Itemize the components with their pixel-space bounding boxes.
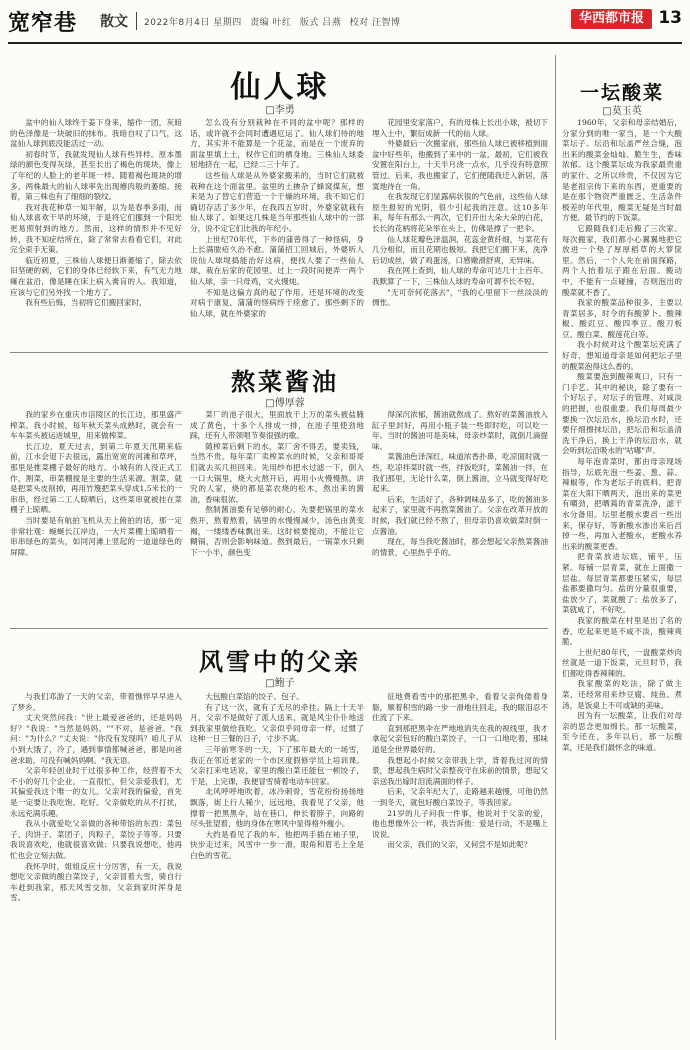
layout-credit: 版式 吕燕 (299, 18, 342, 28)
page-number: 13 (658, 8, 682, 28)
paragraph: 父亲年轻创业时干过很多种工作，经营着不大不小的好几个企业，一直很忙，但父亲爱我们，尤其偏爱我这个唯一的女儿。父亲对我的偏爱，首先是一定要让我吃饱、吃好。父亲做吃的从不打扰，永远充满乐趣。 (10, 766, 182, 818)
paragraph: 我有些后悔，当初将它们搬回家时， (25, 298, 147, 308)
article-column (10, 692, 182, 1038)
article-column (372, 118, 548, 348)
paragraph: 把青菜放进坛底，铺平，压紧。每铺一层青菜，就在上面撒一层盐。每层青菜都要压紧实，每层盐都要撒均匀。盐的分量很重要，盐放少了，菜就酸了；盐放多了，菜就咸了，不好吃。 (562, 552, 682, 615)
section-rule (10, 628, 548, 629)
article-title-father: 风雪中的父亲 (199, 647, 361, 676)
section-name: 散文 (100, 14, 128, 30)
paragraph: 我小时候对这个酸菜坛充满了好奇，想知道母亲是如何把坛子里的酸菜泡得这么香的。 (562, 340, 682, 371)
paragraph: 每年泡青菜时，都由母亲现场指导，坛底先泡一些姜、葱、蒜、辣椒等，作为老坛子的底料。把青菜在大阳下晒两天，泡出来的菜更有嚼劲，把晒蔫的青菜洗净，滤干水分备用。坛里老酸水要舀一些出来，保存好，等新酸水渗出来后舀掉一些，再加入老酸水，老酸水养出来的酸菜更香。 (562, 457, 682, 551)
paragraph: 它跟随我们走后搬了三次家。每次搬家，我们都小心翼翼地把它放进一个垫了厚厚稻草的大箩筐里。然后，一个人先在前面探路，两个人抬着坛子跟在后面。搬动中，不能有一点碰撞，否则泡出的酸菜就不香了。 (562, 223, 682, 297)
paragraph: 因为有一坛酸菜，让我们对母亲的思念更加绵长。那一坛酸菜，至今还在，多年以后，那一坛酸菜，还是我们最怀念的味道。 (562, 711, 682, 753)
paragraph: 不知是这偏方真的起了作用，还是环境的改变对病于康复，蒲蒲的怪病终于痊愈了。那些剩下的仙人球，就在外婆家的 (190, 287, 364, 318)
byline-soysauce: □傅厚蓉 (265, 398, 305, 409)
byline-father: □鲍子 (265, 678, 295, 689)
paragraph: 有了这一次，就有了无尽的牵挂。隔上十天半月，父亲不是做好了派人送来，就是风尘仆仆地送到我家里做给我吃。父亲似乎同母亲一样，过惯了这种一日三餐的日子，寸步不离。 (190, 702, 364, 744)
byline-pickle: □莫玉英 (602, 106, 642, 117)
paragraph: 我对我花种草一知半解，以为是春季多雨，而仙人球喜欢干旱的环境，于是将它们挪到一个阳光更易照射到的地方。然而，这样的情形并不见好转，我不知症结所在，除了常常去看看它们，对此完全束手无策。 (10, 202, 182, 255)
article-title-pickle: 一坛酸菜 (579, 82, 664, 104)
paragraph: 长江边，夏天过去，到第二年夏天汛期来临前，江水会退下去很远，露出宽宽的河滩和草坪，那里是推菜棚子最好的地方。小城有的人没正式工作，割菜，串菜棚搅是主要的生活来源。割菜，就是把菜头皮削掉，再用竹篾把菜头穿成1.5米长的一串串，经过第二工人晾晒后，这些菜串就被挂在菜棚子上晾晒。 (10, 441, 182, 515)
paragraph: 仙人球花瓣色泽温润，花蕊金黄纤细，与菜花有几分相似，而且花期也极短。我把它们搬下来，洗净后切成丝，做了鸡蛋汤，口感嫩滑舒爽，无异味。 (372, 234, 548, 265)
paragraph: 我家的酸菜品种很多，主要以青菜居多，时令的有酸萝卜、酸辣椒、酸豇豆、酸四季豆、酸刀板豆、酸白菜、酸莲花白等。 (562, 298, 682, 339)
paragraph: 花园里安家落户，有的母株上长出小球，被切下埋入土中，繁衍成新一代的仙人球。 (372, 118, 548, 138)
article-title-cactus: 仙人球 (230, 70, 330, 105)
article-column (372, 692, 548, 1038)
paragraph: 我的家乡在重庆市涪陵区的长江边，那里盛产榨菜。我小时候，每年秋天菜头成熟时，就会有一车车菜头被运进城里，用来做榨菜。 (10, 410, 182, 441)
paragraph: 菜厂的池子很大，里面放干上万的菜头被盐腌成了黄色，十多个人排成一排，在池子里使劲地踩，还有人带领唱节奏很强的歌。 (190, 410, 364, 441)
byline-cactus: □李勇 (265, 105, 295, 116)
article-column (10, 410, 182, 622)
paragraph: 直到那把黑伞在严地地消失在我的视线里，我才拿起父亲包好的酸白菜饺子，一口一口地吃着，那味道是全世界最好的。 (372, 723, 548, 754)
paragraph: 随榨菜后剩下的水，菜厂舍不得丢，要卖钱，当然不贵。每年菜厂卖榨菜水的时候，父亲和哥哥们就去买几担回来。先用纱布把水过滤一下，倒入一口大锅里，烧大火熬开后，再用小火慢慢熬。讲究的人家，烧的都是菜农烧的松木，熬出来的酱油，香味很浓。 (190, 441, 364, 504)
article-column (190, 118, 364, 348)
paragraph: 酸菜要泡到酸辣爽口，只有一门手艺。其中的秘诀，除了要有一个好坛子，对坛子的管理、对咸淡的把握，也很重要。我们每周最少要换一次坛沿水，换坛沿水时，还要仔细擦抹坛沿，把坛沿和坛盖清洗干净后，换上干净的坛沿水，就会听到坛沿吸水的"咕嘟"声。 (562, 372, 682, 456)
paragraph: 我从小就爱吃父亲做的各种带馅的东西：菜包子、肉饼子、菜团子，肉粽子，菜饺子等等。只要我说喜欢吃，他就很喜欢做；只要我说想吃，他再忙也会立刻去做。 (10, 819, 182, 860)
paragraph: 熬制酱油要有足够的耐心。先要把锅里的菜水熬开，熬着熬着，锅里的水慢慢减少，汤色由黄变褐，一缕缕香味飘出来。这时候要搅动，不能让它糊锅，否则会影响味道。熬到最后，一锅菜水只剩下一小半，颜色变 (190, 505, 364, 557)
paragraph: 北风呼呼地吹着，冰冷刺骨，雪花纷纷扬扬地飘落，街上行人稀少，远远地，我看见了父亲，他撑着一把黑黑伞，站在巷口，伸长着脖子，向路的尽头张望着，他的身体在寒风中显得格外瘦小。 (190, 787, 364, 829)
paragraph: 大约是看见了我的车，他把两手插在袖子里，快步走过来，风雪中一步一滑，眼角和眉毛上全是白色的雪花。 (190, 829, 364, 860)
column-divider (555, 55, 556, 1040)
paragraph: 现在，每当我吃酱油时，都会想起父亲熬菜酱油的情景，心里热乎乎的。 (372, 537, 548, 557)
paragraph: 丈夫突然问我："世上最爱爸爸的，还是妈妈好？"我说："当然是妈妈。""不对，是爸爸。"我问："为什么？"丈夫说："你没有发现吗？咱儿子从小到大饿了，冷了，遇到事情都喊爸爸，都是向爸爸求助，可没有喊妈妈啊。"我无语。 (10, 713, 182, 765)
editor-credit: 责编 叶红 (250, 18, 292, 28)
page-header (8, 6, 682, 40)
paragraph: 上世纪80年代，一盘酸菜炒肉丝就是一道下饭菜，元旦时节，我们都吃得香辣辣的。 (562, 647, 682, 678)
paragraph: 临近初夏，三株仙人球便日渐萎缩了，除去依旧坚硬的刺，它们的身体已经软下来，有气无力地瘫在盆沿，像是睡在床上病入膏肓的人。我知道，应该与它们另外找一个地方了。 (10, 255, 182, 297)
article-column (190, 692, 364, 1038)
paragraph: 当时要是有航拍飞机从天上俯拍的话，那一定非常壮观：蜿蜒长江岸边，一大片菜棚上晾晒着一串串绿色的菜头，如同河滩上竖起的一道道绿色的屏障。 (10, 515, 182, 557)
newspaper-brand: 华西都市报 (571, 9, 652, 29)
header-meta (144, 15, 405, 28)
paragraph: 我在网上查到，仙人球的寿命可达几十上百年。我默算了一下，三株仙人球的寿命可谓不长不短。 (372, 266, 548, 286)
paragraph: 这些仙人球是从外婆家搬来的，当时它们就被栽种在这个面盆里。盆里的土掺杂了蜂窝煤灰，想来是为了替它们营造一个干燥的环境。我不知它们确切存活了多少年，在我四五岁时，外婆家就栽有仙人球了。如果这几株是当年那些仙人球中的一部分，说不定它们比我的年纪小。 (190, 170, 364, 233)
paragraph: 在我发现它们显露病状很的气色前，这些仙人球原生报短的光阴，很少引起我的注意。这10多年来，每年有那么一两次，它们开出大朵大朵的白花，长长的花柄将花朵举在头上，仿佛是撑了一把伞。 (372, 192, 548, 233)
article-column (372, 410, 548, 622)
paragraph: 得深沉浓郁，酱油就熬成了。熬好的菜酱油放入缸子里封好，再用小瓶子装一些即时吃，可以吃一年。当时的酱油可是美味，母亲炒菜时，就倒几滴提味。 (372, 410, 548, 451)
paragraph: 大包酸白菜馅的饺子、包子。 (205, 692, 304, 701)
header-divider (136, 12, 137, 30)
paragraph: 与我们邓游了一天的父亲，带着憔悴早早进入了梦乡。 (10, 692, 182, 712)
paragraph: 21岁的儿子问我一件事，他说对于父亲的爱，他也想像外公一样，我告诉他：爱是行动，不是嘴上说说。 (372, 808, 548, 839)
paragraph: 1960年，父亲和母亲结婚后，分家分到的唯一家当，是一个大酸菜坛子。坛沿和坛盖严丝合缝，泡出来的酸菜金灿灿、脆生生，香味浓郁。这个酸菜坛成为我家最贵重的家什。之所以珍贵，不仅因为它是老祖宗传下来的东西，更重要的是在那个物资严重匮乏、生活条件极差的年代里，酸菜无疑是当时最方便、最节约的下饭菜。 (562, 118, 682, 223)
proof-credit: 校对 汪智博 (349, 18, 401, 28)
paragraph: 我家的酸菜在村里是出了名的香，吃起来更是不咸不淡，酸辣爽脆。 (562, 615, 682, 647)
paragraph: 上世纪70年代，下乡的蒲曾得了一种怪病，身上长满脓疮久治不愈。蒲蒲招工回城后，外婆听人说仙人球堤捣能治好这病，便找人要了一些仙人球，栽在后家的花园里。过上一段时间便弄一两个仙人球，亲一只母鸡，文火慢炖。 (190, 234, 364, 286)
paragraph: 我怀孕时，姐姐反应十分厉害，有一天，我说想吃父亲做的酸白菜饺子，父亲冒着大雪，骑自行车赶到我家，那天风雪交加，父亲到家时浑身是雪。 (10, 861, 182, 903)
column-logo: 宽窄巷 (8, 11, 78, 36)
header-rule (8, 42, 682, 44)
paragraph: 怎么没有分别栽种在不同的盆中呢？那样的话，或许就不会同时遭遇厄运了。仙人球们待的地方，其实并不能算是一个花盆，而是在一个废弃的面盆里填上土，权作它们的栖身地。三株仙人球委屈地挤在一起，已经二三十年了。 (190, 118, 364, 170)
article-title-soysauce: 熬菜酱油 (231, 367, 339, 396)
paragraph: 而父亲，我们的父亲，又何尝不是如此呢？ (387, 840, 532, 850)
paragraph: 菜酱油色泽深红，味道浓香扑鼻，吃凉面时就一些，吃凉拌菜时就一些，拌饭吃时，菜酱油一拌，在我们那里，无论什么菜，倒上酱油，立马就变得好吃起来。 (372, 452, 548, 494)
paragraph: 外婆最后一次搬家前，那些仙人球已被移植到面盆中好些年，他搬到了来中的一盆，最初，它们被我安置在阳台上，十天半月浇一点水，几乎没有特意照管过。后来，我也搬家了，它们便随我迁入新居，落寞地待在一角。 (372, 139, 548, 191)
paragraph: 三年前寒冬的一天，下了那年最大的一场雪，我正在邻近老家的一个市区度假修学员上培训课。父亲打来电话说，家里的酸白菜还能包一顿饺子，于是，上完课，我便冒雪骑着电动车回家。 (190, 744, 364, 786)
issue-date: 2022年8月4日 星期四 (144, 18, 242, 28)
paragraph: 后来，父亲年纪大了，走路越来越慢，可他仍然一到冬天，就包好酸白菜饺子，等我回家。 (372, 787, 548, 807)
article-column (562, 118, 682, 1038)
paragraph: 征地费看雪中的那把黑伞，看着父亲佝偻着身躯，顺着积雪的路一步一滑地往回走，我的眼泪忍不住流了下来。 (372, 692, 548, 723)
paragraph: 后来，生活好了，各种调味品多了，吃的酱油多起来了，家里就不再熬菜酱油了。父亲在改革开放的时候，我们就已经不熬了，但母亲仍喜欢做菜时倒一点酱油。 (372, 494, 548, 536)
section-rule (10, 352, 548, 353)
paragraph: 初春时节，我就发现仙人球有些异样。原本墨绿的颜色变得灰绿，甚至长出了褐色的斑块，像上了年纪的人脸上的老年斑一样。随着褐色斑块的增多，两株最大的仙人球率先出现瘪肉般的萎缩。接着，第三株也有了细细的裂纹。 (10, 149, 182, 202)
paragraph: "无可奈何花落去"，"我的心里留下一丝淡淡的惆怅。 (372, 287, 548, 308)
paragraph: 盆中的仙人球终于姜下身来，缩作一团，灰暗的色泽像是一块破旧的抹布。我暗自叹了口气，这盆仙人球到底没能活过一动。 (10, 118, 182, 149)
article-column (190, 410, 364, 622)
paragraph: 我家酸菜的吃法，除了做主菜，还经常用来炒豆腐、炖鱼、煮汤，是饭桌上不可或缺的美味。 (562, 679, 682, 710)
article-column (10, 118, 182, 348)
paragraph: 我想起小时候父亲带我上学，背着我过河的情景，想起我生病时父亲整夜守在床前的情景，想起父亲送我出嫁时泪流满面的样子。 (372, 755, 548, 786)
